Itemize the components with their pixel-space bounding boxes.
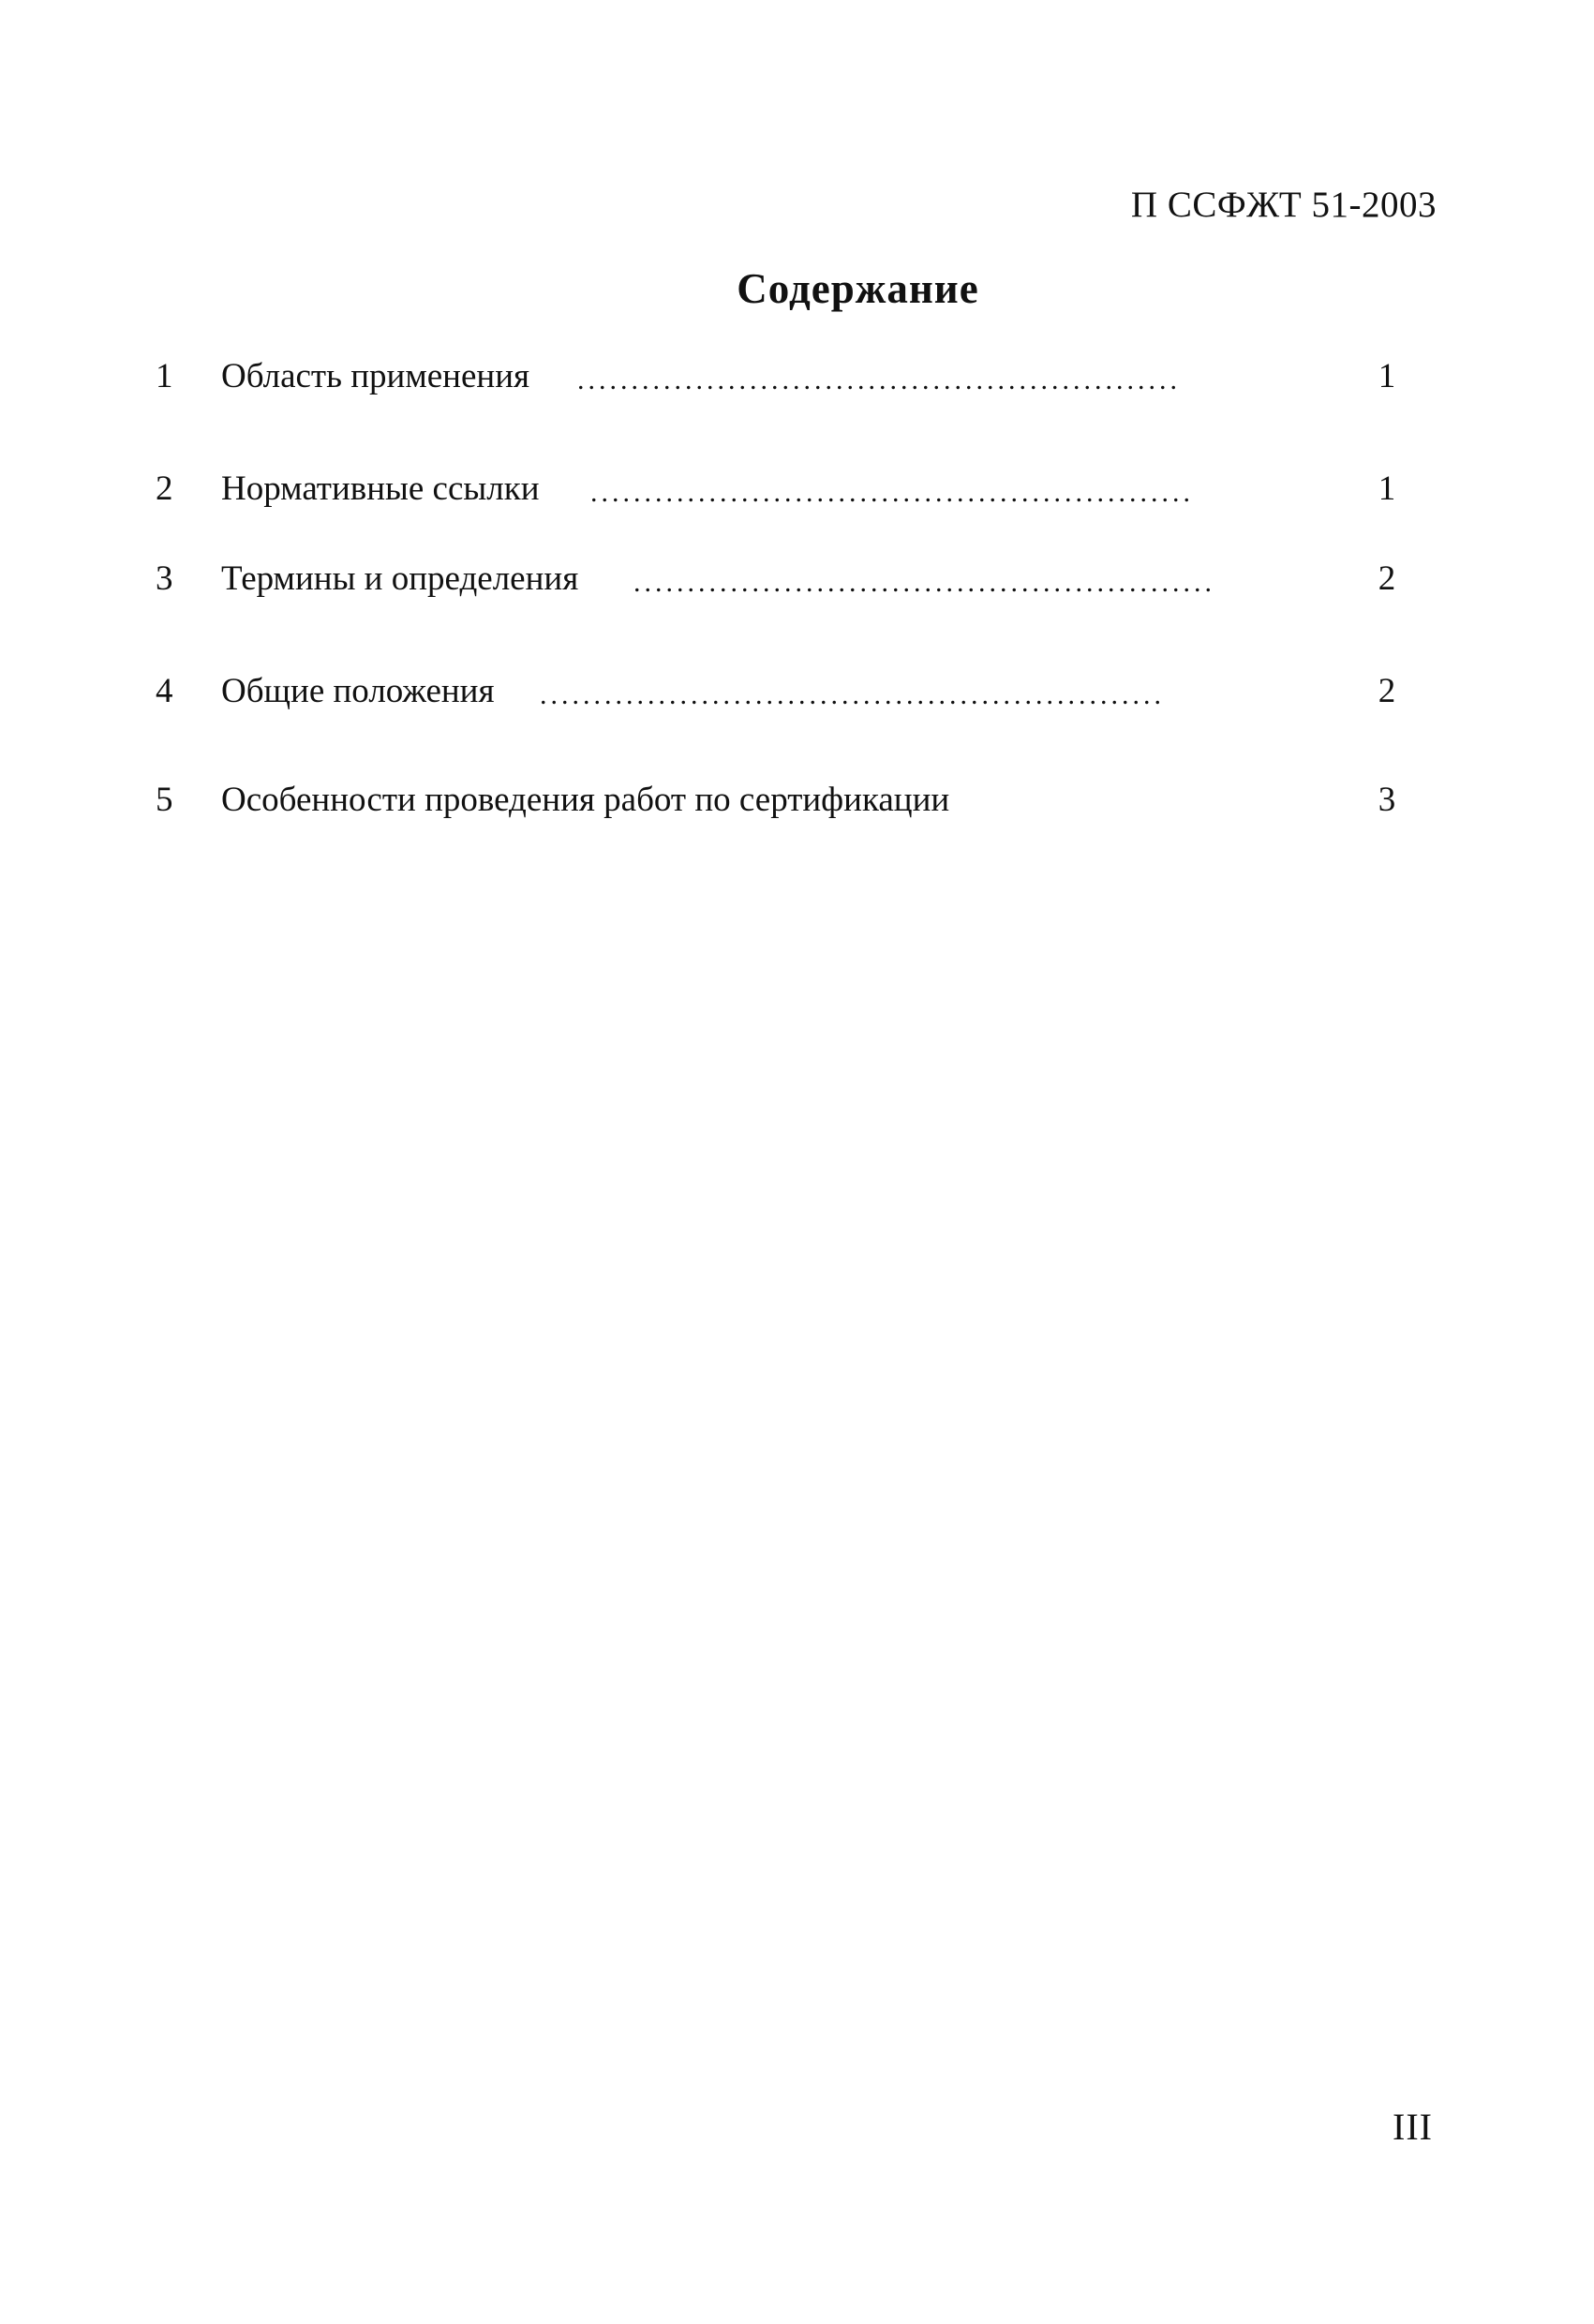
toc-entry[interactable] <box>0 350 1594 403</box>
toc-title: Содержание <box>737 265 979 312</box>
page-number: III <box>1393 2106 1433 2148</box>
toc-entry-label: Особенности проведения работ по сертификации <box>221 781 950 819</box>
toc-entry-label: Нормативные ссылки <box>221 469 540 508</box>
toc-entry-number: 2 <box>156 469 173 508</box>
toc-entry-page: 3 <box>1378 781 1396 819</box>
toc-entry[interactable] <box>0 463 1594 515</box>
toc-entry[interactable] <box>0 774 1594 827</box>
toc-entry-label: Область применения <box>221 357 530 395</box>
toc-leader-dots: .......................................................... <box>540 679 1165 710</box>
toc-entry-number: 5 <box>156 781 173 819</box>
document-code: П ССФЖТ 51-2003 <box>1130 185 1437 225</box>
toc-entry-number: 3 <box>156 559 173 598</box>
toc-leader-dots: ........................................................ <box>590 477 1194 508</box>
toc-entry-number: 1 <box>156 357 173 395</box>
toc-entry-number: 4 <box>156 672 173 710</box>
toc-entry-page: 2 <box>1378 672 1396 710</box>
toc-leader-dots: ...................................................... <box>633 567 1215 598</box>
toc-leader-dots: ........................................................ <box>577 365 1181 395</box>
toc-entry-page: 2 <box>1378 559 1396 598</box>
toc-entry-page: 1 <box>1378 357 1396 395</box>
toc-entry-page: 1 <box>1378 469 1396 508</box>
toc-entry[interactable] <box>0 665 1594 718</box>
toc-entry[interactable] <box>0 553 1594 605</box>
toc-entry-label: Термины и определения <box>221 559 579 598</box>
toc-entry-label: Общие положения <box>221 672 495 710</box>
